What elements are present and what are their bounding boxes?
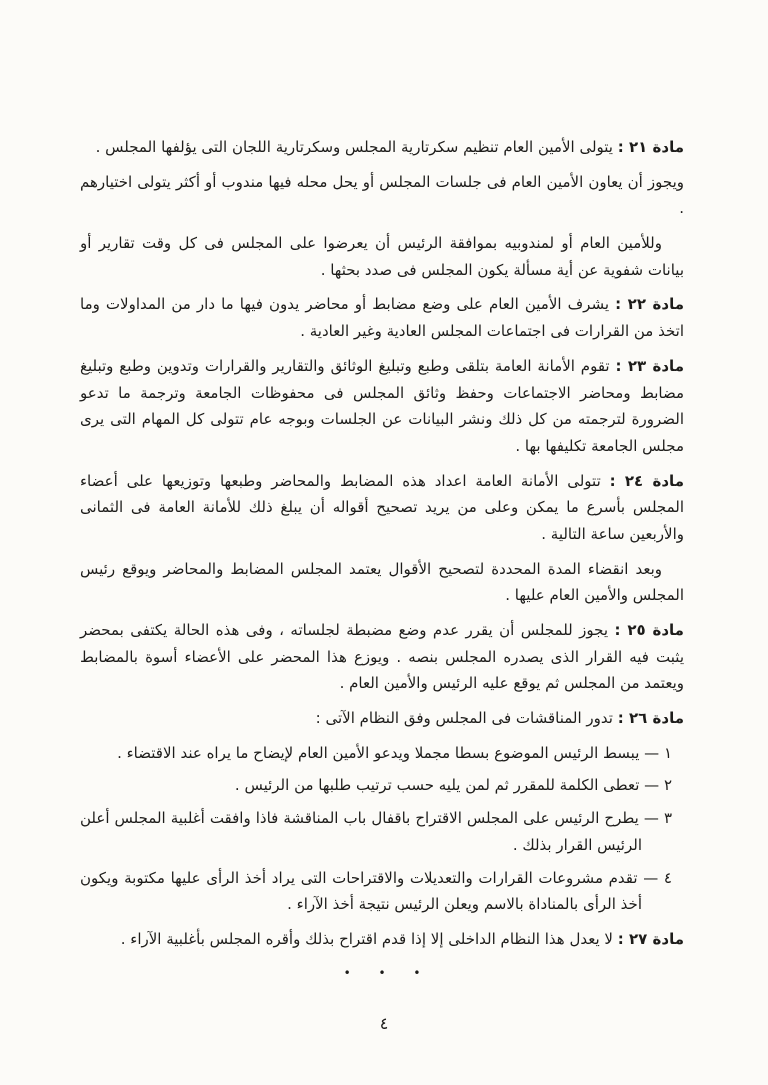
article-26-item-3-text: يطرح الرئيس على المجلس الاقتراح باقفال باب المناقشة فاذا وافقت أغلبية المجلس أعلن الرئيس القرار بذلك . bbox=[80, 809, 642, 854]
article-23 bbox=[80, 353, 684, 460]
article-26-item-3-number: ٣ — bbox=[643, 809, 672, 828]
article-24-paragraph-2-text: وبعد انقضاء المدة المحددة لتصحيح الأقوال يعتمد المجلس المضابط والمحاضر ويوقع رئيس المجلس والأمين العام عليها . bbox=[80, 559, 684, 605]
article-22-text: يشرف الأمين العام على وضع مضابط أو محاضر يدون فيها ما دار من المداولات وما اتخذ من القرارات فى اجتماعات المجلس العادية وغير العادية . bbox=[80, 295, 684, 341]
article-21 bbox=[80, 134, 684, 161]
article-21-text: يتولى الأمين العام تنظيم سكرتارية المجلس وسكرتارية اللجان التى يؤلفها المجلس . bbox=[95, 138, 613, 156]
article-22-label: مادة ٢٢ : bbox=[615, 295, 684, 314]
article-26-label: مادة ٢٦ : bbox=[617, 709, 684, 728]
article-26-item-3 bbox=[80, 805, 672, 858]
article-23-label: مادة ٢٣ : bbox=[615, 356, 684, 375]
article-21-label: مادة ٢١ : bbox=[617, 138, 684, 156]
article-27-text: لا يعدل هذا النظام الداخلى إلا إذا قدم اقتراح بذلك وأقره المجلس بأغلبية الآراء . bbox=[120, 929, 613, 948]
article-24 bbox=[80, 468, 684, 548]
article-26-item-2-text: تعطى الكلمة للمقرر ثم لمن يليه حسب ترتيب طلبها من الرئيس . bbox=[234, 776, 640, 795]
article-26-item-2-number: ٢ — bbox=[644, 776, 672, 795]
article-25-text: يجوز للمجلس أن يقرر عدم وضع مضبطة لجلساته ، وفى هذه الحالة يكتفى بمحضر يثبت فيه القرار الذى يصدره المجلس بنصه . ويوزع هذا المحضر على الأعضاء أسوة بالمضابط ويعتمد من المجلس ثم يوقع عليه الرئيس والأمين العام . bbox=[80, 621, 684, 693]
article-21-paragraph-2-text: وللأمين العام أو لمندوبيه بموافقة الرئيس أن يعرضوا على المجلس فى كل وقت تقارير أو بيانات شفوية عن أية مسألة يكون المجلس فى صدد بحثها . bbox=[80, 234, 684, 279]
end-separator-dots: • • • bbox=[343, 965, 433, 980]
article-21-continuation bbox=[80, 169, 684, 222]
article-26-item-4-number: ٤ — bbox=[643, 868, 672, 887]
article-22 bbox=[80, 291, 684, 344]
article-25 bbox=[80, 617, 684, 697]
article-26-item-1-number: ١ — bbox=[644, 743, 672, 762]
article-27-label: مادة ٢٧ : bbox=[617, 929, 684, 948]
article-24-paragraph-2 bbox=[80, 556, 684, 609]
article-21-continuation-text: ويجوز أن يعاون الأمين العام فى جلسات المجلس أو يحل محله فيها مندوب أو أكثر يتولى اختيارهم . bbox=[80, 172, 684, 218]
content-area bbox=[80, 126, 684, 984]
page-number: ٤ bbox=[379, 1014, 389, 1033]
article-24-label: مادة ٢٤ : bbox=[609, 471, 684, 490]
article-26 bbox=[80, 705, 684, 732]
article-25-label: مادة ٢٥ : bbox=[614, 621, 684, 639]
article-26-item-4-text: تقدم مشروعات القرارات والتعديلات والاقتراحات التى يراد أخذ الرأى عليها مكتوبة ويكون أخذ الرأى بالمناداة بالاسم ويعلن الرئيس نتيجة أخذ الآراء . bbox=[80, 868, 642, 914]
article-27 bbox=[80, 926, 684, 953]
article-26-item-4 bbox=[80, 865, 672, 918]
article-24-text: تتولى الأمانة العامة اعداد هذه المضابط والمحاضر وطبعها وتوزيعها على أعضاء المجلس بأسرع ما يمكن وعلى من يريد تصحيح أقواله أن يبلغ ذلك للأمانة العامة فى الثمانى والأربعين ساعة التالية . bbox=[80, 471, 684, 543]
article-21-paragraph-2 bbox=[80, 230, 684, 283]
article-26-item-1-text: يبسط الرئيس الموضوع بسطا مجملا ويدعو الأمين العام لإيضاح ما يراه عند الاقتضاء . bbox=[117, 743, 640, 762]
article-26-text: تدور المناقشات فى المجلس وفق النظام الآتى : bbox=[315, 709, 613, 728]
article-26-item-2 bbox=[80, 772, 672, 799]
article-26-item-1 bbox=[80, 740, 672, 767]
article-23-text: تقوم الأمانة العامة بتلقى وطبع وتبليغ الوثائق والتقارير والقرارات وتدوين وطبع وتبليغ مضابط ومحاضر الاجتماعات وحفظ وثائق المجلس فى محفوظات الجامعة وترجمة ما تدعو الضرورة لترجمته من كل ذلك ونشر البيانات عن الجلسات وبوجه عام تتولى كل المهام التى يرى مجلس الجامعة تكليفها بها . bbox=[80, 356, 684, 455]
